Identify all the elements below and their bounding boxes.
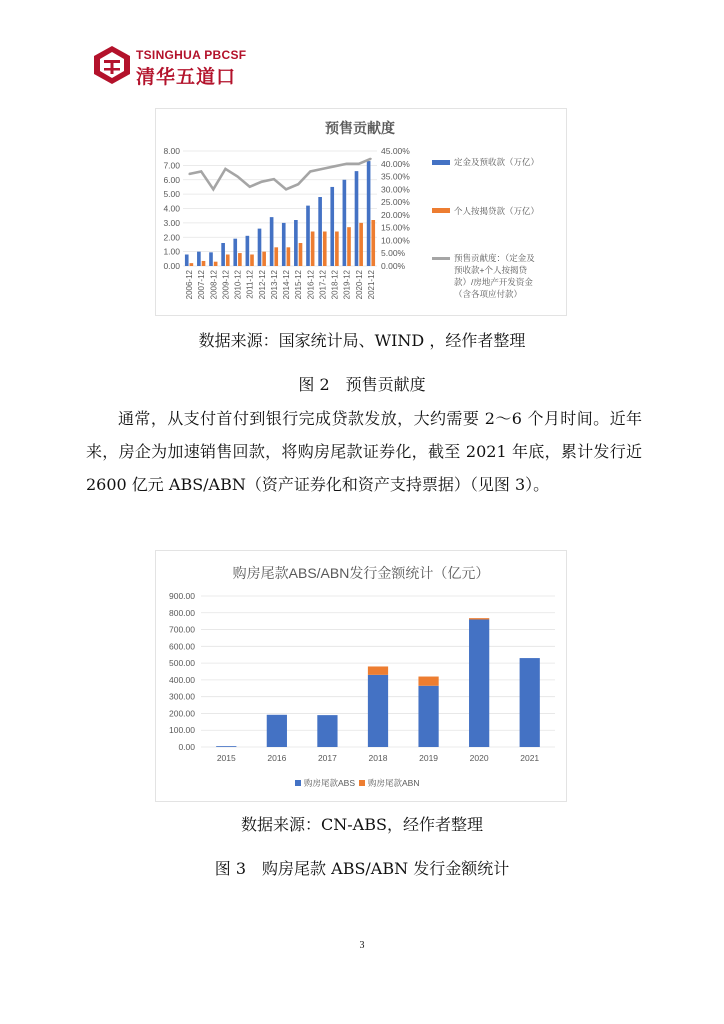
bar-deposits xyxy=(270,217,274,266)
legend-swatch-mortgage xyxy=(432,208,450,213)
x-tick-label: 2019 xyxy=(419,753,439,763)
legend-label-abs: 购房尾款ABS xyxy=(304,778,356,788)
y-left-tick-label: 1.00 xyxy=(163,246,180,257)
legend-label-abn: 购房尾款ABN xyxy=(368,778,420,788)
line-point xyxy=(334,166,336,168)
line-point xyxy=(188,173,190,175)
bar-deposits xyxy=(221,243,225,266)
x-tick-label: 2017 xyxy=(317,753,337,763)
y-left-tick-label: 4.00 xyxy=(163,203,180,214)
bar-abs xyxy=(418,686,438,747)
legend-swatch-abs xyxy=(295,780,301,786)
logo xyxy=(92,44,272,90)
x-tick-label: 2020 xyxy=(469,753,489,763)
x-tick-label: 2015-12 xyxy=(294,270,304,300)
chart-title: 购房尾款ABS/ABN发行金额统计（亿元） xyxy=(232,565,490,581)
legend-label-contribution: 款）/房地产开发资金 xyxy=(454,277,533,287)
x-tick-label: 2008-12 xyxy=(209,270,219,300)
bar-mortgage xyxy=(323,232,327,267)
x-tick-label: 2012-12 xyxy=(257,270,267,300)
x-tick-label: 2015 xyxy=(216,753,236,763)
bar-mortgage xyxy=(214,262,218,266)
y-right-tick-label: 15.00% xyxy=(381,222,410,233)
figure3-caption: 图 3 购房尾款 ABS/ABN 发行金额统计 xyxy=(214,859,510,878)
bar-deposits xyxy=(355,171,359,266)
x-tick-label: 2017-12 xyxy=(318,270,328,300)
page-number: 3 xyxy=(359,940,365,951)
y-left-tick-label: 0.00 xyxy=(163,261,180,271)
abs-abn-issuance-chart xyxy=(155,550,567,802)
bar-mortgage xyxy=(335,232,339,267)
legend-label-mortgage: 个人按揭贷款（万亿） xyxy=(454,206,540,216)
figure3-source: 数据来源：CN-ABS，经作者整理 xyxy=(241,815,483,834)
bar-mortgage xyxy=(202,261,206,266)
line-point xyxy=(249,186,251,188)
line-point xyxy=(310,171,312,173)
legend-swatch-abn xyxy=(359,780,365,786)
y-right-tick-label: 30.00% xyxy=(381,184,410,195)
y-right-tick-label: 0.00% xyxy=(381,261,406,271)
bar-deposits xyxy=(306,206,310,266)
y-tick-label: 100.00 xyxy=(169,725,195,736)
bar-mortgage xyxy=(359,223,363,266)
y-tick-label: 600.00 xyxy=(169,641,195,652)
line-point xyxy=(370,158,372,160)
y-tick-label: 200.00 xyxy=(169,708,195,719)
presale-contribution-chart xyxy=(155,108,567,316)
bar-abs xyxy=(368,675,388,747)
figure2-caption: 图 2 预售贡献度 xyxy=(298,375,426,394)
legend-label-contribution: （含各项应付款） xyxy=(454,289,523,299)
bar-mortgage xyxy=(190,263,194,266)
y-left-tick-label: 3.00 xyxy=(163,217,180,228)
bar-deposits xyxy=(197,252,201,266)
bar-abn xyxy=(469,618,489,619)
bar-deposits xyxy=(246,236,250,266)
bar-deposits xyxy=(367,161,371,266)
bar-deposits xyxy=(233,239,237,266)
y-right-tick-label: 10.00% xyxy=(381,235,410,246)
y-right-tick-label: 45.00% xyxy=(381,146,410,156)
legend-label-contribution: 预售贡献度：（定金及 xyxy=(454,253,535,263)
bar-abs xyxy=(469,619,489,747)
y-right-tick-label: 35.00% xyxy=(381,171,410,182)
y-tick-label: 400.00 xyxy=(169,674,195,685)
x-tick-label: 2019-12 xyxy=(342,270,352,300)
x-tick-label: 2016 xyxy=(267,753,287,763)
line-point xyxy=(322,168,324,170)
bar-mortgage xyxy=(287,247,291,266)
x-tick-label: 2010-12 xyxy=(233,270,243,300)
y-right-tick-label: 25.00% xyxy=(381,197,410,208)
bar-abs xyxy=(216,746,236,747)
y-left-tick-label: 5.00 xyxy=(163,189,180,200)
line-point xyxy=(358,163,360,165)
y-tick-label: 300.00 xyxy=(169,691,195,702)
bar-abs xyxy=(267,715,287,747)
bar-deposits xyxy=(294,220,298,266)
y-right-tick-label: 20.00% xyxy=(381,209,410,220)
logo-text-cn: 清华五道口 xyxy=(136,66,237,88)
bar-abn xyxy=(368,666,388,674)
x-tick-label: 2021 xyxy=(520,753,540,763)
bar-mortgage xyxy=(262,252,266,266)
y-tick-label: 500.00 xyxy=(169,658,195,669)
bar-mortgage xyxy=(250,255,254,267)
bar-abs xyxy=(317,715,337,747)
line-point xyxy=(273,178,275,180)
y-tick-label: 0.00 xyxy=(178,742,195,752)
legend-label-deposits: 定金及预收款（万亿） xyxy=(454,157,540,167)
tsinghua-logo-icon xyxy=(92,44,132,86)
x-tick-label: 2006-12 xyxy=(185,270,195,300)
bar-mortgage xyxy=(274,247,278,266)
figure2-source: 数据来源：国家统计局、WIND ，经作者整理 xyxy=(198,331,526,350)
y-left-tick-label: 2.00 xyxy=(163,232,180,243)
y-left-tick-label: 8.00 xyxy=(163,146,180,156)
y-right-tick-label: 5.00% xyxy=(381,248,406,259)
bar-deposits xyxy=(343,180,347,266)
logo-text-en: TSINGHUA PBCSF xyxy=(136,48,247,62)
x-tick-label: 2018 xyxy=(368,753,388,763)
bar-mortgage xyxy=(299,243,303,266)
paragraph-text: 通常，从支付首付到银行完成贷款发放，大约需要 2～6 个月时间。近年来，房企为加速销售回款，将购房尾款证券化，截至 2021 年底，累计发行近 2600 亿元 ABS/ABN（资产证券化和资产支持票据）（见图 3）。 xyxy=(86,409,642,494)
x-tick-label: 2011-12 xyxy=(245,270,255,299)
x-tick-label: 2009-12 xyxy=(221,270,231,300)
bar-deposits xyxy=(209,252,213,266)
line-point xyxy=(225,168,227,170)
x-tick-label: 2014-12 xyxy=(282,270,292,300)
bar-mortgage xyxy=(371,220,375,266)
bar-mortgage xyxy=(347,227,351,266)
line-point xyxy=(237,176,239,178)
y-right-tick-label: 40.00% xyxy=(381,158,410,169)
line-point xyxy=(346,163,348,165)
bar-mortgage xyxy=(238,253,242,266)
y-left-tick-label: 7.00 xyxy=(163,160,180,171)
line-point xyxy=(285,189,287,191)
line-point xyxy=(213,189,215,191)
bar-abn xyxy=(418,677,438,686)
y-tick-label: 800.00 xyxy=(169,607,195,618)
x-tick-label: 2020-12 xyxy=(354,270,364,300)
body-paragraph xyxy=(86,402,642,501)
x-tick-label: 2013-12 xyxy=(269,270,279,300)
chart-title: 预售贡献度 xyxy=(325,120,395,136)
legend-swatch-contribution xyxy=(432,257,450,260)
bar-abs xyxy=(520,658,540,747)
bar-deposits xyxy=(185,255,189,267)
bar-deposits xyxy=(330,187,334,266)
line-point xyxy=(297,183,299,185)
legend-label-contribution: 预收款+个人按揭贷 xyxy=(454,265,527,275)
bar-deposits xyxy=(282,223,286,266)
bar-mortgage xyxy=(311,232,315,267)
y-tick-label: 900.00 xyxy=(169,591,195,601)
line-point xyxy=(261,181,263,183)
legend-swatch-deposits xyxy=(432,160,450,165)
x-tick-label: 2016-12 xyxy=(306,270,316,300)
x-tick-label: 2007-12 xyxy=(197,270,207,300)
x-tick-label: 2018-12 xyxy=(330,270,340,300)
line-point xyxy=(200,171,202,173)
bar-deposits xyxy=(318,197,322,266)
y-left-tick-label: 6.00 xyxy=(163,174,180,185)
bar-deposits xyxy=(258,229,262,266)
x-tick-label: 2021-12 xyxy=(366,270,376,300)
y-tick-label: 700.00 xyxy=(169,624,195,635)
bar-mortgage xyxy=(226,255,230,267)
